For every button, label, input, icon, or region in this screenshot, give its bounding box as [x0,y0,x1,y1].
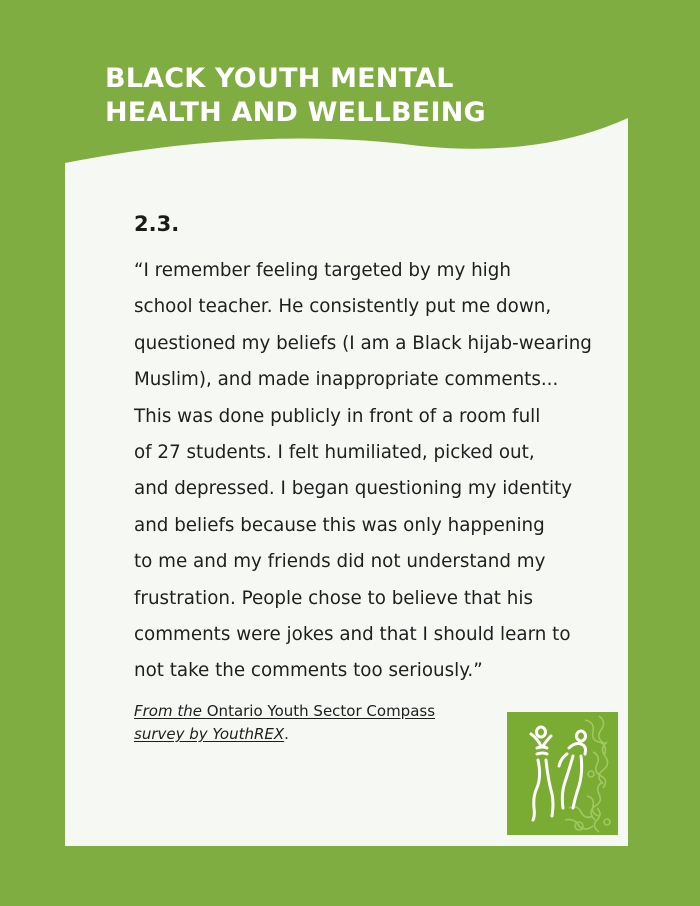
quote-line: “I remember feeling targeted by my high [134,260,511,281]
quote-line: and beliefs because this was only happening [134,514,545,536]
source-suffix: . [284,724,289,743]
quote-line: of 27 students. I felt humiliated, picked out, [134,442,535,464]
quote-line: Muslim), and made inappropriate comments... [134,369,559,391]
source-survey-link[interactable]: Ontario Youth Sector Compass [206,701,436,720]
quote-line: frustration. People chose to believe that his [134,587,533,609]
section-number: 2.3. [134,212,180,236]
source-youthrex-link[interactable]: survey by YouthREX [134,724,285,743]
quote-line: questioned my beliefs (I am a Black hijab-wearing [134,332,592,354]
quote-line: to me and my friends did not understand my [134,551,546,573]
page-title-line-2: HEALTH AND WELLBEING [105,97,486,128]
quote-line: school teacher. He consistently put me down, [134,296,552,318]
quote-line: and depressed. I began questioning my identity [134,478,573,500]
quote-line: This was done publicly in front of a room full [134,405,541,427]
quote-section [134,210,592,746]
source-prefix: From the [134,701,207,720]
quote-text [134,253,592,690]
quote-line: comments were jokes and that I should learn to [134,624,571,646]
page-title-line-1: BLACK YOUTH MENTAL [105,63,454,94]
quote-line: not take the comments too seriously.” [134,660,483,682]
dancing-figures-logo-icon [507,712,618,835]
